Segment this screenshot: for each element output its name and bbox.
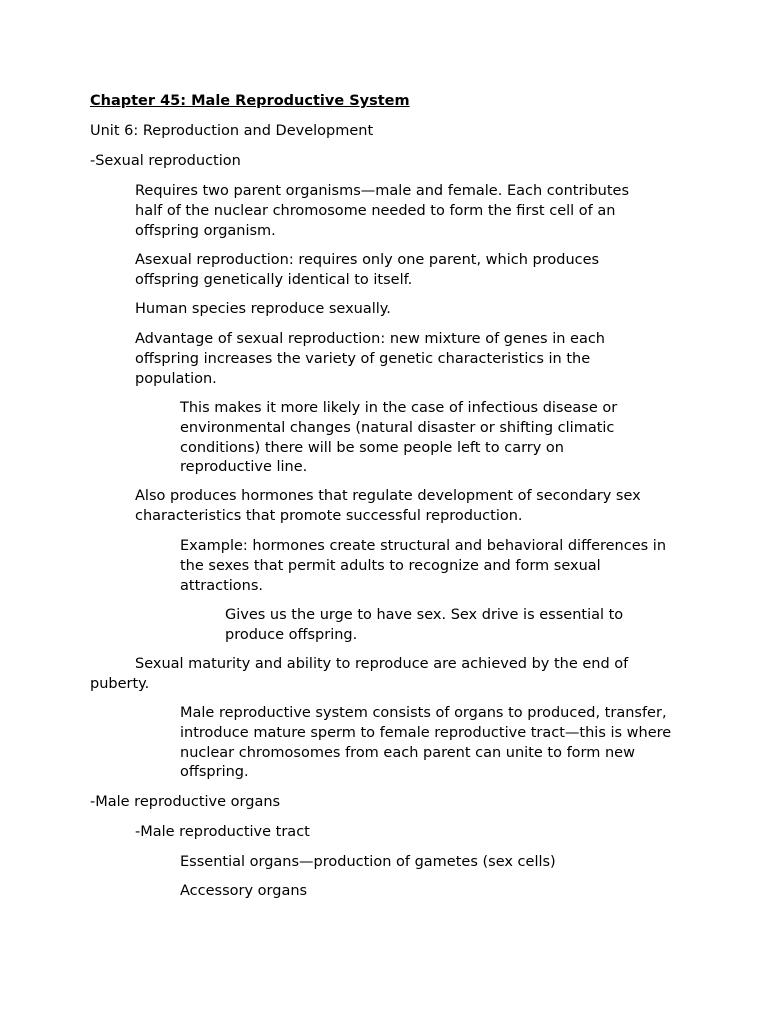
paragraph-male-system: Male reproductive system consists of organs to produced, transfer, introduce mature sperm to female reproductive tract—this is where nuclear chromosomes from each parent can unite to form new offspring. <box>180 705 672 781</box>
paragraph-essential-organs: Essential organs—production of gametes (sex cells) <box>180 854 556 870</box>
paragraph-example-hormones: Example: hormones create structural and behavioral differences in the sexes that permit adults to recognize and form sexual attractions. <box>180 538 667 594</box>
paragraph-human-species: Human species reproduce sexually. <box>135 301 391 317</box>
section-heading-male-organs: -Male reproductive organs <box>90 794 281 810</box>
section-heading-sexual-reproduction: -Sexual reproduction <box>90 153 241 169</box>
subheading-male-tract: -Male reproductive tract <box>135 824 310 840</box>
unit-heading: Unit 6: Reproduction and Development <box>90 123 374 139</box>
paragraph-sex-drive: Gives us the urge to have sex. Sex drive is essential to produce offspring. <box>225 607 624 643</box>
paragraph-hormones: Also produces hormones that regulate development of secondary sex characteristics that promote successful reproduction. <box>135 488 641 524</box>
paragraph-advantage: Advantage of sexual reproduction: new mixture of genes in each offspring increases the variety of genetic characteristics in the population. <box>135 331 605 387</box>
paragraph-accessory-organs: Accessory organs <box>180 883 308 899</box>
paragraph-two-parents: Requires two parent organisms—male and female. Each contributes half of the nuclear chromosome needed to form the first cell of an offspring organism. <box>135 183 630 239</box>
chapter-title: Chapter 45: Male Reproductive System <box>90 93 410 109</box>
paragraph-sexual-maturity: Sexual maturity and ability to reproduce are achieved by the end of puberty. <box>90 656 629 692</box>
paragraph-infectious-disease: This makes it more likely in the case of infectious disease or environmental changes (natural disaster or shifting climatic conditions) there will be some people left to carry on reproductive line. <box>180 400 618 476</box>
paragraph-asexual: Asexual reproduction: requires only one parent, which produces offspring genetically identical to itself. <box>135 252 600 288</box>
